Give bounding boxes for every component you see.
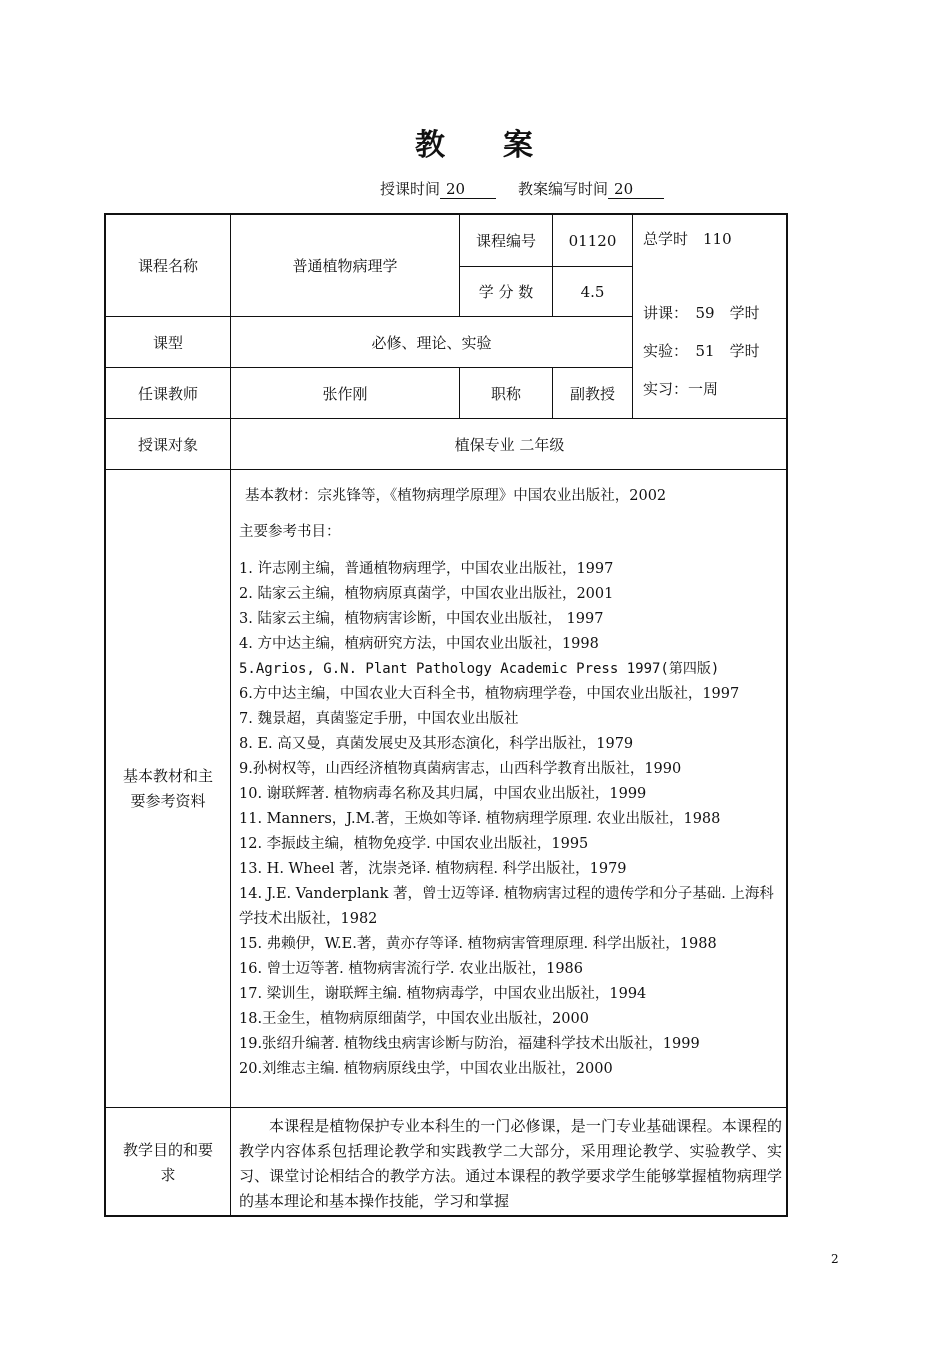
- ref-item: 9.孙树权等，山西经济植物真菌病害志，山西科学教育出版社，1990: [239, 761, 682, 777]
- goal-label: 教学目的和要求: [106, 1107, 230, 1217]
- teacher-label: 任课教师: [106, 367, 230, 418]
- ref-item: 12. 李振歧主编，植物免疫学. 中国农业出版社，1995: [239, 836, 589, 852]
- audience-label: 授课对象: [106, 418, 230, 469]
- teach-time-value: 20: [440, 181, 496, 199]
- course-code-label: 课程编号: [459, 215, 552, 266]
- ref-item: 16. 曾士迈等著. 植物病害流行学. 农业出版社，1986: [239, 961, 584, 977]
- ref-item: 14. J.E. Vanderplank 著，曾士迈等译. 植物病害过程的遗传学和分子基础. 上海科学技术出版社，1982: [239, 886, 774, 927]
- ref-item: 20.刘维志主编. 植物病原线虫学，中国农业出版社，2000: [239, 1061, 613, 1077]
- write-time-label: 教案编写时间: [518, 180, 609, 198]
- title-value: 副教授: [552, 367, 632, 418]
- ref-item: 6.方中达主编，中国农业大百科全书，植物病理学卷，中国农业出版社，1997: [239, 686, 740, 702]
- ref-item: 11. Manners，J.M.著，王焕如等译. 植物病理学原理. 农业出版社，1988: [239, 811, 721, 827]
- ref-item: 5.Agrios, G.N. Plant Pathology Academic Press 1997(第四版): [239, 661, 720, 677]
- ref-item: 2. 陆家云主编，植物病原真菌学，中国农业出版社，2001: [239, 586, 614, 602]
- page-number: 2: [831, 1252, 839, 1266]
- teach-time-label: 授课时间: [380, 180, 441, 198]
- teacher: 张作刚: [230, 367, 459, 418]
- materials-cell: [230, 469, 788, 1107]
- ref-item: 18.王金生，植物病原细菌学，中国农业出版社，2000: [239, 1011, 589, 1027]
- lab-hours: 实验： 51 学时: [643, 342, 760, 360]
- course-type: 必修、理论、实验: [230, 316, 632, 367]
- title-char-2: 案: [503, 128, 537, 163]
- ref-item: 1. 许志刚主编，普通植物病理学，中国农业出版社，1997: [239, 561, 614, 577]
- ref-item: 17. 梁训生，谢联辉主编. 植物病毒学，中国农业出版社，1994: [239, 986, 647, 1002]
- course-type-label: 课型: [106, 316, 230, 367]
- title-char-1: 教: [415, 128, 449, 163]
- course-name: 普通植物病理学: [230, 215, 459, 316]
- credits-label: 学 分 数: [459, 266, 552, 316]
- audience: 植保专业 二年级: [230, 418, 788, 469]
- credits: 4.5: [552, 266, 632, 316]
- lecture-hours: 讲课： 59 学时: [643, 304, 760, 322]
- refs-heading: 主要参考书目：: [239, 524, 341, 540]
- lesson-plan-table: [104, 213, 788, 1217]
- write-time-value: 20: [608, 181, 664, 199]
- hours-cell: [632, 215, 788, 418]
- course-code: 01120: [552, 215, 632, 266]
- ref-item: 3. 陆家云主编，植物病害诊断，中国农业出版社， 1997: [239, 611, 604, 627]
- ref-item: 19.张绍升编著. 植物线虫病害诊断与防治，福建科学技术出版社，1999: [239, 1036, 700, 1052]
- title-label: 职称: [459, 367, 552, 418]
- ref-item: 8. E. 高又曼，真菌发展史及其形态演化，科学出版社，1979: [239, 736, 634, 752]
- course-name-label: 课程名称: [137, 257, 198, 275]
- ref-item: 4. 方中达主编，植病研究方法，中国农业出版社，1998: [239, 636, 599, 652]
- ref-item: 10. 谢联辉著. 植物病毒名称及其归属，中国农业出版社，1999: [239, 786, 647, 802]
- page-title: [0, 120, 952, 164]
- ref-item: 13. H. Wheel 著，沈崇尧译. 植物病程. 科学出版社，1979: [239, 861, 627, 877]
- goal-cell: [230, 1107, 788, 1217]
- ref-item: 15. 弗赖伊，W.E.著，黄亦存等译. 植物病害管理原理. 科学出版社，1988: [239, 936, 717, 952]
- goal-text: 本课程是植物保护专业本科生的一门必修课，是一门专业基础课程。本课程的教学内容体系包括理论教学和实践教学二大部分，采用理论教学、实验教学、实习、课堂讨论相结合的教学方法。通过本课程的教学要求学生能够掌握植物病理学的基本理论和基本操作技能，学习和掌握: [239, 1117, 782, 1210]
- total-hours: 总学时 110: [643, 230, 732, 248]
- practice-weeks: 实习：一周: [643, 380, 719, 398]
- date-line: [380, 178, 664, 199]
- ref-item: 7. 魏景超，真菌鉴定手册，中国农业出版社: [239, 711, 519, 727]
- materials-label: 基本教材和主要参考资料: [106, 469, 230, 1107]
- main-textbook: 基本教材：宗兆锋等，《植物病理学原理》中国农业出版社，2002: [245, 488, 667, 504]
